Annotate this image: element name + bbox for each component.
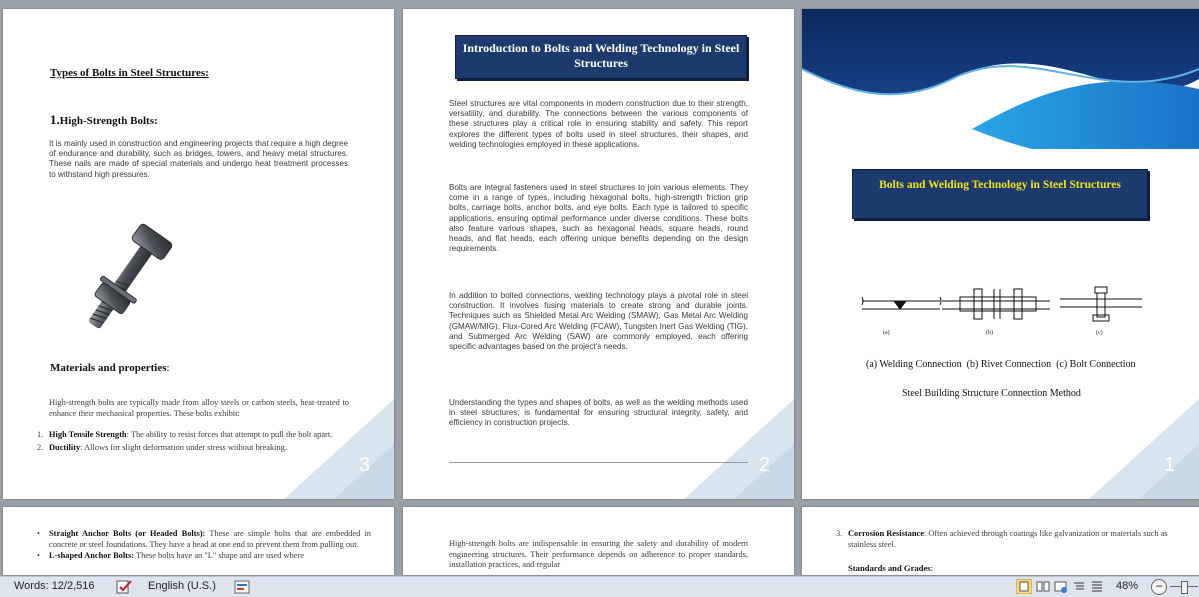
figure-label-b: (b): [986, 330, 993, 336]
draft-view-icon[interactable]: [1090, 579, 1104, 594]
materials-colon: :: [166, 362, 170, 374]
figure-label-c: (c): [1096, 330, 1103, 336]
language-indicator[interactable]: English (U.S.): [148, 580, 216, 592]
cover-title-banner: Bolts and Welding Technology in Steel Structures: [852, 169, 1148, 219]
bullet-icon: •: [37, 551, 40, 561]
proofing-icon[interactable]: [116, 579, 134, 595]
list-item: [37, 443, 372, 454]
section-heading: [50, 112, 158, 128]
list-text: : Allows for slight deformation under stress without breaking.: [80, 442, 287, 452]
list-text: : The ability to resist forces that attempt to pull the bolt apart.: [126, 430, 333, 439]
materials-heading: [50, 362, 170, 374]
page-4-partial: [3, 507, 394, 575]
page-6-partial: [802, 507, 1199, 575]
page-number: 1: [1163, 454, 1175, 476]
list-number: 1.: [37, 430, 44, 439]
page-2: [403, 9, 794, 499]
bullet-icon: •: [37, 529, 40, 538]
figure-label-a: (a): [883, 330, 890, 336]
section-title: High-Strength Bolts:: [59, 115, 158, 127]
list-item: [37, 529, 371, 550]
page-number: 2: [758, 454, 770, 476]
list-term: Ductility: [49, 442, 81, 452]
standards-title: Standards and Grades: [848, 563, 931, 573]
standards-heading: [848, 563, 933, 573]
list-item: [37, 430, 372, 441]
outline-view-icon[interactable]: [1072, 579, 1086, 594]
list-text: These are simple bolts that are embedded in concrete or steel foundations. They have a head at one end to prevent them from pulling out.: [49, 529, 371, 549]
list-term: Corrosion Resistance: [848, 529, 924, 538]
zoom-level[interactable]: 48%: [1116, 580, 1139, 592]
intro-paragraph-3: In addition to bolted connections, welding technology plays a pivotal role in steel construction. It involves fusing materials to create strong and durable joints. Techniques such as Shielded Metal Arc Welding (SMAW), Gas Metal Arc Welding (GMAW/MIG), Flux-Cored Arc Welding (FCAW), Tungsten Inert Gas Welding (TIG), and Submerged Arc Welding (SAW) are commonly employed, each offering specific advantages based on the project's needs.: [449, 291, 748, 352]
list-item: [37, 551, 371, 562]
list-number: 3.: [836, 529, 843, 538]
list-number: 2.: [37, 442, 44, 452]
intro-paragraph-4: Understanding the types and shapes of bolts, as well as the welding methods used in steel structures, is fundamental for ensuring structural integrity, safety, and efficiency in construction projects.: [449, 398, 748, 428]
list-text: These bolts have an "L" shape and are used where: [134, 551, 304, 561]
materials-title: Materials and properties: [50, 362, 167, 374]
intro-banner: Introduction to Bolts and Welding Technology in Steel Structures: [455, 35, 747, 79]
zoom-out-button[interactable]: −: [1151, 579, 1167, 595]
standards-colon: :: [930, 563, 934, 573]
list-text: : Often achieved through coatings like galvanization or materials such as stainless steel.: [848, 529, 1168, 549]
wave-header-graphic: [802, 9, 1199, 149]
full-screen-reading-view-icon[interactable]: [1036, 579, 1050, 594]
page-title: Types of Bolts in Steel Structures:: [50, 67, 209, 79]
status-bar: [0, 576, 1199, 597]
page-3: [3, 9, 394, 499]
conclusion-paragraph: High-strength bolts are indispensable in ensuring the safety and durability of modern engineering structures. Their performance depends on adherence to proper standards, installation practices, and regular: [449, 539, 748, 570]
intro-paragraph-1: Steel structures are vital components in modern construction due to their strength, versatility, and durability. The connections between the various components of these structures play a critical role in ensuring stability and safety. This report explores the different types of bolts used in steel structures, their shapes, and welding technologies employed in these applications.: [449, 99, 748, 149]
figure-title: Steel Building Structure Connection Method: [902, 388, 1081, 399]
list-item: [836, 529, 1182, 550]
page-5-partial: [403, 507, 794, 575]
print-layout-view-icon[interactable]: [1016, 579, 1032, 594]
intro-paragraph-2: Bolts are integral fasteners used in steel structures to join various elements. They come in a range of types, including hexagonal bolts, high-strength friction grip bolts, carriage bolts, anchor bolts, and eye bolts. Each type is tailored to specific applications, ensuring optimal performance under diverse conditions. These bolts also feature various shapes, such as hexagonal heads, square heads, round heads, and flat heads, each offering unique benefits depending on the design requirements.: [449, 183, 748, 254]
web-layout-view-icon[interactable]: [1054, 579, 1068, 594]
section-number: 1.: [50, 112, 60, 127]
page-number: 3: [358, 454, 370, 476]
list-term: High Tensile Strength: [49, 430, 127, 439]
properties-list: [37, 430, 372, 453]
section-body: It is mainly used in construction and engineering projects that require a high degree of endurance and durability, such as bridges, towers, and heavy metal structures. These nails are made of special materials and undergo heat treatment processes to withstand high pressures.: [49, 139, 348, 179]
zoom-slider-handle[interactable]: [1181, 581, 1188, 594]
bolt-nut-image: [53, 215, 193, 349]
list-term: Straight Anchor Bolts (or Headed Bolts):: [49, 529, 206, 538]
word-count[interactable]: Words: 12/2,516: [14, 580, 95, 592]
figure-caption: (a) Welding Connection (b) Rivet Connection (c) Bolt Connection: [866, 359, 1136, 370]
list-term: L-shaped Anchor Bolts:: [49, 551, 135, 561]
footer-rule: [449, 462, 748, 463]
page-1-cover: [802, 9, 1199, 499]
macro-record-icon[interactable]: [234, 580, 250, 594]
materials-body: High-strength bolts are typically made from alloy steels or carbon steels, heat-treated to enhance their mechanical properties. These bolts exhibit:: [49, 398, 349, 418]
anchor-bolt-list: [37, 529, 371, 562]
